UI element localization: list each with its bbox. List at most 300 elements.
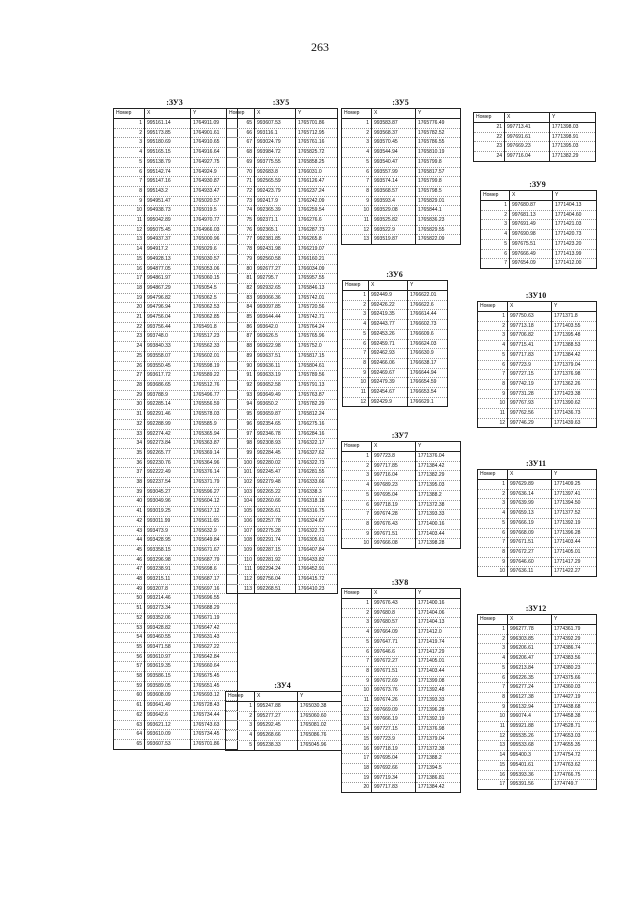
y-coordinate: 1765589.22 xyxy=(191,371,238,381)
point-number: 73 xyxy=(227,196,255,206)
table-row xyxy=(227,264,338,274)
table-row xyxy=(114,613,238,623)
point-number: 6 xyxy=(342,167,372,177)
table-row xyxy=(478,321,597,331)
point-number: 24 xyxy=(114,342,145,352)
point-number: 1 xyxy=(342,452,372,462)
x-coordinate: 992287.15 xyxy=(255,545,296,555)
x-coordinate: 993024.79 xyxy=(255,138,296,148)
y-coordinate: 1765376.14 xyxy=(191,468,238,478)
x-coordinate: 997636.11 xyxy=(508,567,552,577)
x-coordinate: 997717.85 xyxy=(372,461,416,471)
header-x: X xyxy=(145,109,191,119)
table-row xyxy=(227,303,338,313)
table-row xyxy=(114,361,238,371)
y-coordinate: 1765649.84 xyxy=(191,536,238,546)
y-coordinate: 1766160.21 xyxy=(296,254,338,264)
x-coordinate: 992756.04 xyxy=(255,575,296,585)
point-number: 8 xyxy=(114,186,145,196)
table-row xyxy=(342,647,461,657)
point-number: 10 xyxy=(343,378,369,388)
y-coordinate: 1764901.61 xyxy=(191,128,238,138)
x-coordinate: 993066.36 xyxy=(255,293,296,303)
y-coordinate: 1771413.99 xyxy=(553,249,597,259)
table-row xyxy=(342,763,461,773)
x-coordinate: 992462.93 xyxy=(369,349,408,359)
table-row xyxy=(478,722,597,732)
y-coordinate: 1765693.12 xyxy=(191,691,238,701)
point-number: 11 xyxy=(478,409,508,419)
table-row xyxy=(343,378,448,388)
y-coordinate: 1771412.00 xyxy=(553,259,597,269)
point-number: 78 xyxy=(227,245,255,255)
point-number: 57 xyxy=(114,662,145,672)
point-number: 98 xyxy=(227,439,255,449)
header-number: Номер xyxy=(481,191,510,201)
x-coordinate: 997674.28 xyxy=(372,510,416,520)
header-number: Номер xyxy=(227,109,255,119)
y-coordinate: 1774380.23 xyxy=(552,663,597,673)
table-row xyxy=(114,206,238,216)
point-number: 7 xyxy=(478,370,508,380)
point-number: 15 xyxy=(342,734,372,744)
x-coordinate: 993641.49 xyxy=(145,701,191,711)
x-coordinate: 997647.71 xyxy=(372,637,416,647)
x-coordinate: 993428.82 xyxy=(145,623,191,633)
table-row xyxy=(227,584,338,594)
x-coordinate: 997654.09 xyxy=(510,259,553,269)
point-number: 10 xyxy=(342,206,372,216)
y-coordinate: 1765602.01 xyxy=(191,351,238,361)
y-coordinate: 1765491.8 xyxy=(191,322,238,332)
point-number: 1 xyxy=(114,119,145,129)
table-row xyxy=(481,239,597,249)
table-row xyxy=(227,254,338,264)
point-number: 60 xyxy=(114,691,145,701)
y-coordinate: 1765675.45 xyxy=(191,672,238,682)
y-coordinate: 1765734.45 xyxy=(191,730,238,740)
point-number: 5 xyxy=(478,350,508,360)
coordinates-table xyxy=(480,190,597,269)
x-coordinate: 992346.78 xyxy=(255,429,296,439)
x-coordinate: 993471.58 xyxy=(145,642,191,652)
table-title: :ЗУ5 xyxy=(272,98,290,107)
y-coordinate: 1766126.47 xyxy=(296,177,338,187)
y-coordinate: 1765363.87 xyxy=(191,439,238,449)
table-row xyxy=(343,339,448,349)
point-number: 5 xyxy=(342,637,372,647)
table-row xyxy=(478,547,597,557)
point-number: 10 xyxy=(342,686,372,696)
table-row xyxy=(478,654,597,664)
y-coordinate: 1774763.62 xyxy=(552,760,597,770)
x-coordinate: 995921.88 xyxy=(508,722,552,732)
table-row xyxy=(114,186,238,196)
y-coordinate: 1765062.53 xyxy=(191,303,238,313)
y-coordinate: 1766259.54 xyxy=(296,206,338,216)
table-row xyxy=(227,575,338,585)
coordinates-table xyxy=(113,108,238,750)
y-coordinate: 1774653.03 xyxy=(552,731,597,741)
y-coordinate: 1765743.63 xyxy=(191,720,238,730)
x-coordinate: 997706.82 xyxy=(508,331,552,341)
x-coordinate: 994877.05 xyxy=(145,264,191,274)
y-coordinate: 1771393.33 xyxy=(416,510,461,520)
x-coordinate: 993586.15 xyxy=(145,672,191,682)
header-y: Y xyxy=(408,281,448,291)
y-coordinate: 1766415.72 xyxy=(296,575,338,585)
point-number: 85 xyxy=(227,313,255,323)
y-coordinate: 1771422.27 xyxy=(552,567,597,577)
point-number: 5 xyxy=(343,329,369,339)
x-coordinate: 993116.1 xyxy=(255,128,296,138)
x-coordinate: 995165.15 xyxy=(145,148,191,158)
x-coordinate: 997668.09 xyxy=(508,528,552,538)
x-coordinate: 993686.65 xyxy=(145,380,191,390)
header-y: Y xyxy=(550,113,596,123)
point-number: 6 xyxy=(478,673,508,683)
x-coordinate: 992222.49 xyxy=(145,468,191,478)
y-coordinate: 1765825.72 xyxy=(296,148,338,158)
y-coordinate: 1774528.71 xyxy=(552,722,597,732)
table-row xyxy=(114,419,238,429)
y-coordinate: 1765369.14 xyxy=(191,448,238,458)
point-number: 36 xyxy=(114,458,145,468)
table-row xyxy=(342,177,461,187)
point-number: 12 xyxy=(478,731,508,741)
point-number: 7 xyxy=(342,510,372,520)
point-number: 43 xyxy=(114,526,145,536)
y-coordinate: 1765782.52 xyxy=(416,128,461,138)
point-number: 25 xyxy=(114,351,145,361)
x-coordinate: 993540.47 xyxy=(372,157,416,167)
header-x: X xyxy=(372,109,416,119)
table-row xyxy=(227,235,338,245)
table-row xyxy=(227,332,338,342)
y-coordinate: 1765019.5 xyxy=(191,206,238,216)
y-coordinate: 1765846.13 xyxy=(296,283,338,293)
table-zu3 xyxy=(113,98,236,750)
y-coordinate: 1765578.03 xyxy=(191,410,238,420)
point-number: 5 xyxy=(114,157,145,167)
y-coordinate: 1765799.8 xyxy=(416,177,461,187)
table-row xyxy=(342,744,461,754)
table-row xyxy=(342,235,461,245)
point-number: 96 xyxy=(227,419,255,429)
y-coordinate: 1765060.60 xyxy=(298,711,342,721)
table-row xyxy=(342,754,461,764)
y-coordinate: 1765517.23 xyxy=(191,332,238,342)
x-coordinate: 997673.76 xyxy=(372,686,416,696)
x-coordinate: 993607.53 xyxy=(255,119,296,129)
y-coordinate: 1765617.12 xyxy=(191,507,238,517)
table-row xyxy=(114,448,238,458)
table-row xyxy=(342,148,461,158)
y-coordinate: 1765697.16 xyxy=(191,584,238,594)
x-coordinate: 993097.85 xyxy=(255,303,296,313)
coordinates-table xyxy=(477,614,597,790)
point-number: 9 xyxy=(478,702,508,712)
table-row xyxy=(114,526,238,536)
point-number: 6 xyxy=(342,500,372,510)
y-coordinate: 1771393.33 xyxy=(416,696,461,706)
point-number: 2 xyxy=(342,128,372,138)
point-number: 4 xyxy=(481,230,510,240)
y-coordinate: 1765810.19 xyxy=(416,148,461,158)
point-number: 6 xyxy=(343,339,369,349)
table-row xyxy=(114,623,238,633)
point-number: 4 xyxy=(343,320,369,330)
y-coordinate: 1766265.8 xyxy=(296,235,338,245)
table-row xyxy=(227,138,338,148)
point-number: 5 xyxy=(481,239,510,249)
point-number: 6 xyxy=(481,249,510,259)
point-number: 39 xyxy=(114,487,145,497)
point-number: 105 xyxy=(227,507,255,517)
point-number: 1 xyxy=(342,119,372,129)
table-zu4 xyxy=(225,681,340,751)
x-coordinate: 992466.06 xyxy=(369,358,408,368)
point-number: 112 xyxy=(227,575,255,585)
y-coordinate: 1765829.01 xyxy=(416,196,461,206)
point-number: 6 xyxy=(478,528,508,538)
x-coordinate: 997723.8 xyxy=(372,452,416,462)
x-coordinate: 993049.96 xyxy=(145,497,191,507)
x-coordinate: 997666.08 xyxy=(372,539,416,549)
table-row xyxy=(481,210,597,220)
point-number: 27 xyxy=(114,371,145,381)
y-coordinate: 1771382.29 xyxy=(550,152,596,162)
header-y: Y xyxy=(298,692,342,702)
y-coordinate: 1765701.86 xyxy=(191,740,238,750)
table-row xyxy=(342,500,461,510)
x-coordinate: 992381.85 xyxy=(255,235,296,245)
x-coordinate: 997671.51 xyxy=(508,538,552,548)
point-number: 13 xyxy=(114,235,145,245)
table-row xyxy=(227,487,338,497)
table-row xyxy=(227,128,338,138)
point-number: 49 xyxy=(114,584,145,594)
y-coordinate: 1766622.01 xyxy=(408,291,448,301)
header-y: Y xyxy=(416,442,461,452)
table-title: :ЗУ7 xyxy=(391,431,409,440)
point-number: 3 xyxy=(478,499,508,509)
y-coordinate: 1771397.41 xyxy=(552,489,597,499)
y-coordinate: 1774361.79 xyxy=(552,625,597,635)
point-number: 51 xyxy=(114,604,145,614)
x-coordinate: 995247.88 xyxy=(255,702,298,712)
point-number: 3 xyxy=(342,471,372,481)
table-row xyxy=(227,351,338,361)
x-coordinate: 992426.22 xyxy=(369,300,408,310)
table-row xyxy=(478,312,597,322)
x-coordinate: 993659.87 xyxy=(255,410,296,420)
table-row xyxy=(114,167,238,177)
point-number: 89 xyxy=(227,351,255,361)
x-coordinate: 993207.8 xyxy=(145,584,191,594)
table-row xyxy=(227,555,338,565)
table-row xyxy=(342,676,461,686)
x-coordinate: 993619.35 xyxy=(145,662,191,672)
table-row xyxy=(114,119,238,129)
x-coordinate: 993570.45 xyxy=(372,138,416,148)
point-number: 21 xyxy=(114,313,145,323)
point-number: 4 xyxy=(342,628,372,638)
header-x: X xyxy=(508,615,552,625)
x-coordinate: 997750.63 xyxy=(508,312,552,322)
y-coordinate: 1766624.03 xyxy=(408,339,448,349)
table-row xyxy=(114,351,238,361)
point-number: 99 xyxy=(227,448,255,458)
table-row xyxy=(342,157,461,167)
x-coordinate: 994951.47 xyxy=(145,196,191,206)
header-number: Номер xyxy=(342,109,372,119)
point-number: 3 xyxy=(481,220,510,230)
point-number: 47 xyxy=(114,565,145,575)
point-number: 26 xyxy=(114,361,145,371)
table-row xyxy=(227,206,338,216)
table-row xyxy=(227,526,338,536)
y-coordinate: 1765763.87 xyxy=(296,390,338,400)
table-row xyxy=(114,148,238,158)
point-number: 4 xyxy=(226,731,255,741)
x-coordinate: 993011.99 xyxy=(145,516,191,526)
y-coordinate: 1766653.54 xyxy=(408,388,448,398)
table-row xyxy=(114,313,238,323)
y-coordinate: 1765598.19 xyxy=(191,361,238,371)
y-coordinate: 1771392.19 xyxy=(552,518,597,528)
x-coordinate: 995393.36 xyxy=(508,770,552,780)
x-coordinate: 997691.61 xyxy=(505,132,550,142)
table-row xyxy=(227,322,338,332)
x-coordinate: 993644.44 xyxy=(255,313,296,323)
point-number: 70 xyxy=(227,167,255,177)
point-number: 11 xyxy=(114,216,145,226)
x-coordinate: 993610.09 xyxy=(145,730,191,740)
table-row xyxy=(342,128,461,138)
y-coordinate: 1765829.55 xyxy=(416,225,461,235)
point-number: 35 xyxy=(114,448,145,458)
point-number: 38 xyxy=(114,478,145,488)
y-coordinate: 1765671.19 xyxy=(191,613,238,623)
y-coordinate: 1764966.03 xyxy=(191,225,238,235)
y-coordinate: 1766219.07 xyxy=(296,245,338,255)
x-coordinate: 993522.9 xyxy=(372,225,416,235)
x-coordinate: 992459.71 xyxy=(369,339,408,349)
table-row xyxy=(478,379,597,389)
table-row xyxy=(342,725,461,735)
point-number: 3 xyxy=(343,310,369,320)
y-coordinate: 1771390.62 xyxy=(552,399,597,409)
table-row xyxy=(114,565,238,575)
table-row xyxy=(114,225,238,235)
point-number: 69 xyxy=(227,157,255,167)
x-coordinate: 997676.43 xyxy=(372,519,416,529)
point-number: 50 xyxy=(114,594,145,604)
point-number: 8 xyxy=(478,547,508,557)
point-number: 7 xyxy=(342,177,372,187)
table-row xyxy=(227,419,338,429)
table-row xyxy=(342,628,461,638)
y-coordinate: 1766638.17 xyxy=(408,358,448,368)
x-coordinate: 993642.0 xyxy=(255,322,296,332)
x-coordinate: 992365.1 xyxy=(255,225,296,235)
x-coordinate: 997681.13 xyxy=(510,210,553,220)
x-coordinate: 992257.78 xyxy=(255,516,296,526)
x-coordinate: 993775.55 xyxy=(255,157,296,167)
point-number: 2 xyxy=(481,210,510,220)
point-number: 106 xyxy=(227,516,255,526)
table-row xyxy=(226,721,342,731)
point-number: 8 xyxy=(342,519,372,529)
x-coordinate: 993214.46 xyxy=(145,594,191,604)
point-number: 68 xyxy=(227,148,255,158)
point-number: 4 xyxy=(114,148,145,158)
x-coordinate: 993045.27 xyxy=(145,487,191,497)
table-row xyxy=(227,497,338,507)
x-coordinate: 992294.24 xyxy=(255,565,296,575)
y-coordinate: 1771376.98 xyxy=(552,370,597,380)
y-coordinate: 1765957.55 xyxy=(296,274,338,284)
table-row xyxy=(227,410,338,420)
y-coordinate: 1771388.2 xyxy=(416,490,461,500)
table-row xyxy=(114,177,238,187)
point-number: 12 xyxy=(342,225,372,235)
y-coordinate: 1771372.38 xyxy=(416,500,461,510)
table-row xyxy=(478,331,597,341)
table-row xyxy=(342,529,461,539)
header-number: Номер xyxy=(478,302,508,312)
y-coordinate: 1765632.9 xyxy=(191,526,238,536)
y-coordinate: 1766324.67 xyxy=(296,516,338,526)
point-number: 1 xyxy=(481,201,510,211)
table-row xyxy=(114,497,238,507)
x-coordinate: 997727.15 xyxy=(372,725,416,735)
y-coordinate: 1765728.43 xyxy=(191,701,238,711)
table-row xyxy=(114,390,238,400)
point-number: 95 xyxy=(227,410,255,420)
table-title: :ЗУ8 xyxy=(391,578,409,587)
x-coordinate: 992284.45 xyxy=(255,448,296,458)
x-coordinate: 995535.26 xyxy=(508,731,552,741)
point-number: 2 xyxy=(478,634,508,644)
point-number: 94 xyxy=(227,400,255,410)
point-number: 81 xyxy=(227,274,255,284)
x-coordinate: 997672.27 xyxy=(508,547,552,557)
table-zu5b xyxy=(341,98,460,245)
y-coordinate: 1766433.82 xyxy=(296,555,338,565)
table-title: :ЗУ3 xyxy=(166,98,183,107)
header-x: X xyxy=(255,692,298,702)
y-coordinate: 1771379.04 xyxy=(416,734,461,744)
y-coordinate: 1765660.64 xyxy=(191,662,238,672)
table-row xyxy=(478,518,597,528)
table-row xyxy=(114,216,238,226)
y-coordinate: 1765086.76 xyxy=(298,731,342,741)
y-coordinate: 1765081.02 xyxy=(298,721,342,731)
table-row xyxy=(478,538,597,548)
x-coordinate: 995143.2 xyxy=(145,186,191,196)
y-coordinate: 1771376.98 xyxy=(416,725,461,735)
table-row xyxy=(342,618,461,628)
y-coordinate: 1774375.66 xyxy=(552,673,597,683)
x-coordinate: 997713.18 xyxy=(508,321,552,331)
y-coordinate: 1774438.68 xyxy=(552,702,597,712)
x-coordinate: 997666.19 xyxy=(508,518,552,528)
x-coordinate: 996206.61 xyxy=(508,644,552,654)
y-coordinate: 1774754.72 xyxy=(552,751,597,761)
point-number: 108 xyxy=(227,536,255,546)
